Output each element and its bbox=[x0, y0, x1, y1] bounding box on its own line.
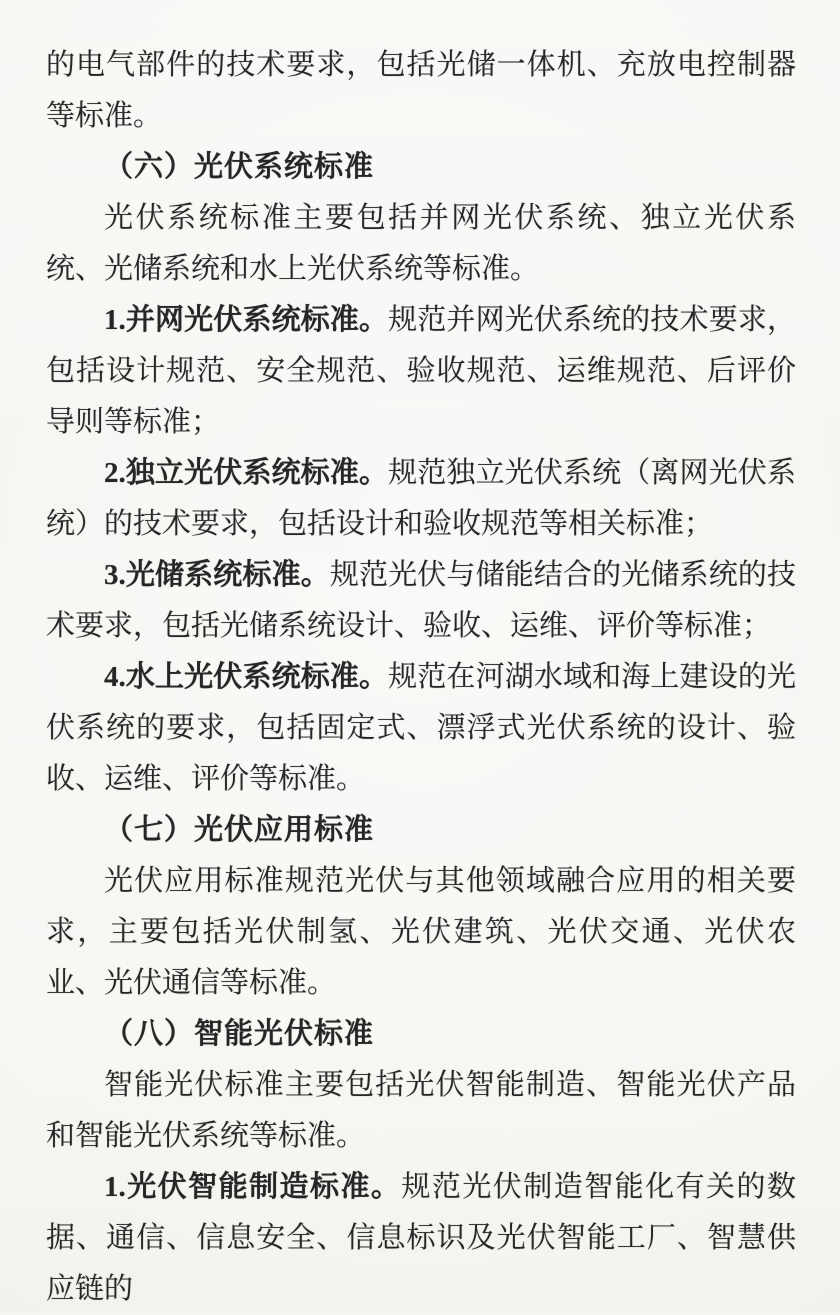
bold-lead-text: 4.水上光伏系统标准。 bbox=[104, 661, 389, 693]
bold-lead-text: 2.独立光伏系统标准。 bbox=[104, 457, 389, 489]
section-8-intro-paragraph bbox=[46, 1060, 796, 1162]
body-paragraph-continued bbox=[46, 40, 796, 142]
section-6-intro-paragraph bbox=[46, 193, 796, 295]
paragraph-text: 的电气部件的技术要求，包括光储一体机、充放电控制器等标准。 bbox=[46, 49, 796, 132]
paragraph-text: 规范光伏与储能结合的光储系统的技术要求，包括光储系统设计、验收、运维、评价等标准； bbox=[46, 559, 796, 642]
section-heading-6 bbox=[46, 142, 796, 193]
paragraph-text: 光伏应用标准规范光伏与其他领域融合应用的相关要求，主要包括光伏制氢、光伏建筑、光伏交通、光伏农业、光伏通信等标准。 bbox=[46, 865, 796, 999]
item-1-smart-manufacturing-paragraph bbox=[46, 1162, 796, 1315]
paragraph-text: 规范并网光伏系统的技术要求，包括设计规范、安全规范、验收规范、运维规范、后评价导则等标准； bbox=[46, 304, 796, 438]
paragraph-text: 规范在河湖水域和海上建设的光伏系统的要求，包括固定式、漂浮式光伏系统的设计、验收、运维、评价等标准。 bbox=[46, 661, 796, 795]
paragraph-text: 规范独立光伏系统（离网光伏系统）的技术要求，包括设计和验收规范等相关标准； bbox=[46, 457, 796, 540]
bold-lead-text: 1.并网光伏系统标准。 bbox=[104, 304, 389, 336]
heading-text: （七）光伏应用标准 bbox=[104, 814, 375, 846]
item-1-grid-pv-paragraph bbox=[46, 295, 796, 448]
bold-lead-text: 1.光伏智能制造标准。 bbox=[104, 1171, 402, 1203]
section-7-body-paragraph bbox=[46, 856, 796, 1009]
item-3-pv-storage-paragraph bbox=[46, 550, 796, 652]
heading-text: （六）光伏系统标准 bbox=[104, 151, 375, 183]
paragraph-text: 光伏系统标准主要包括并网光伏系统、独立光伏系统、光储系统和水上光伏系统等标准。 bbox=[46, 202, 796, 285]
paragraph-text: 智能光伏标准主要包括光伏智能制造、智能光伏产品和智能光伏系统等标准。 bbox=[46, 1069, 796, 1152]
item-4-water-pv-paragraph bbox=[46, 652, 796, 805]
section-heading-8 bbox=[46, 1009, 796, 1060]
heading-text: （八）智能光伏标准 bbox=[104, 1018, 375, 1050]
paragraph-text: 规范光伏制造智能化有关的数据、通信、信息安全、信息标识及光伏智能工厂、智慧供应链的 bbox=[46, 1171, 796, 1305]
item-2-standalone-pv-paragraph bbox=[46, 448, 796, 550]
section-heading-7 bbox=[46, 805, 796, 856]
bold-lead-text: 3.光储系统标准。 bbox=[104, 559, 330, 591]
